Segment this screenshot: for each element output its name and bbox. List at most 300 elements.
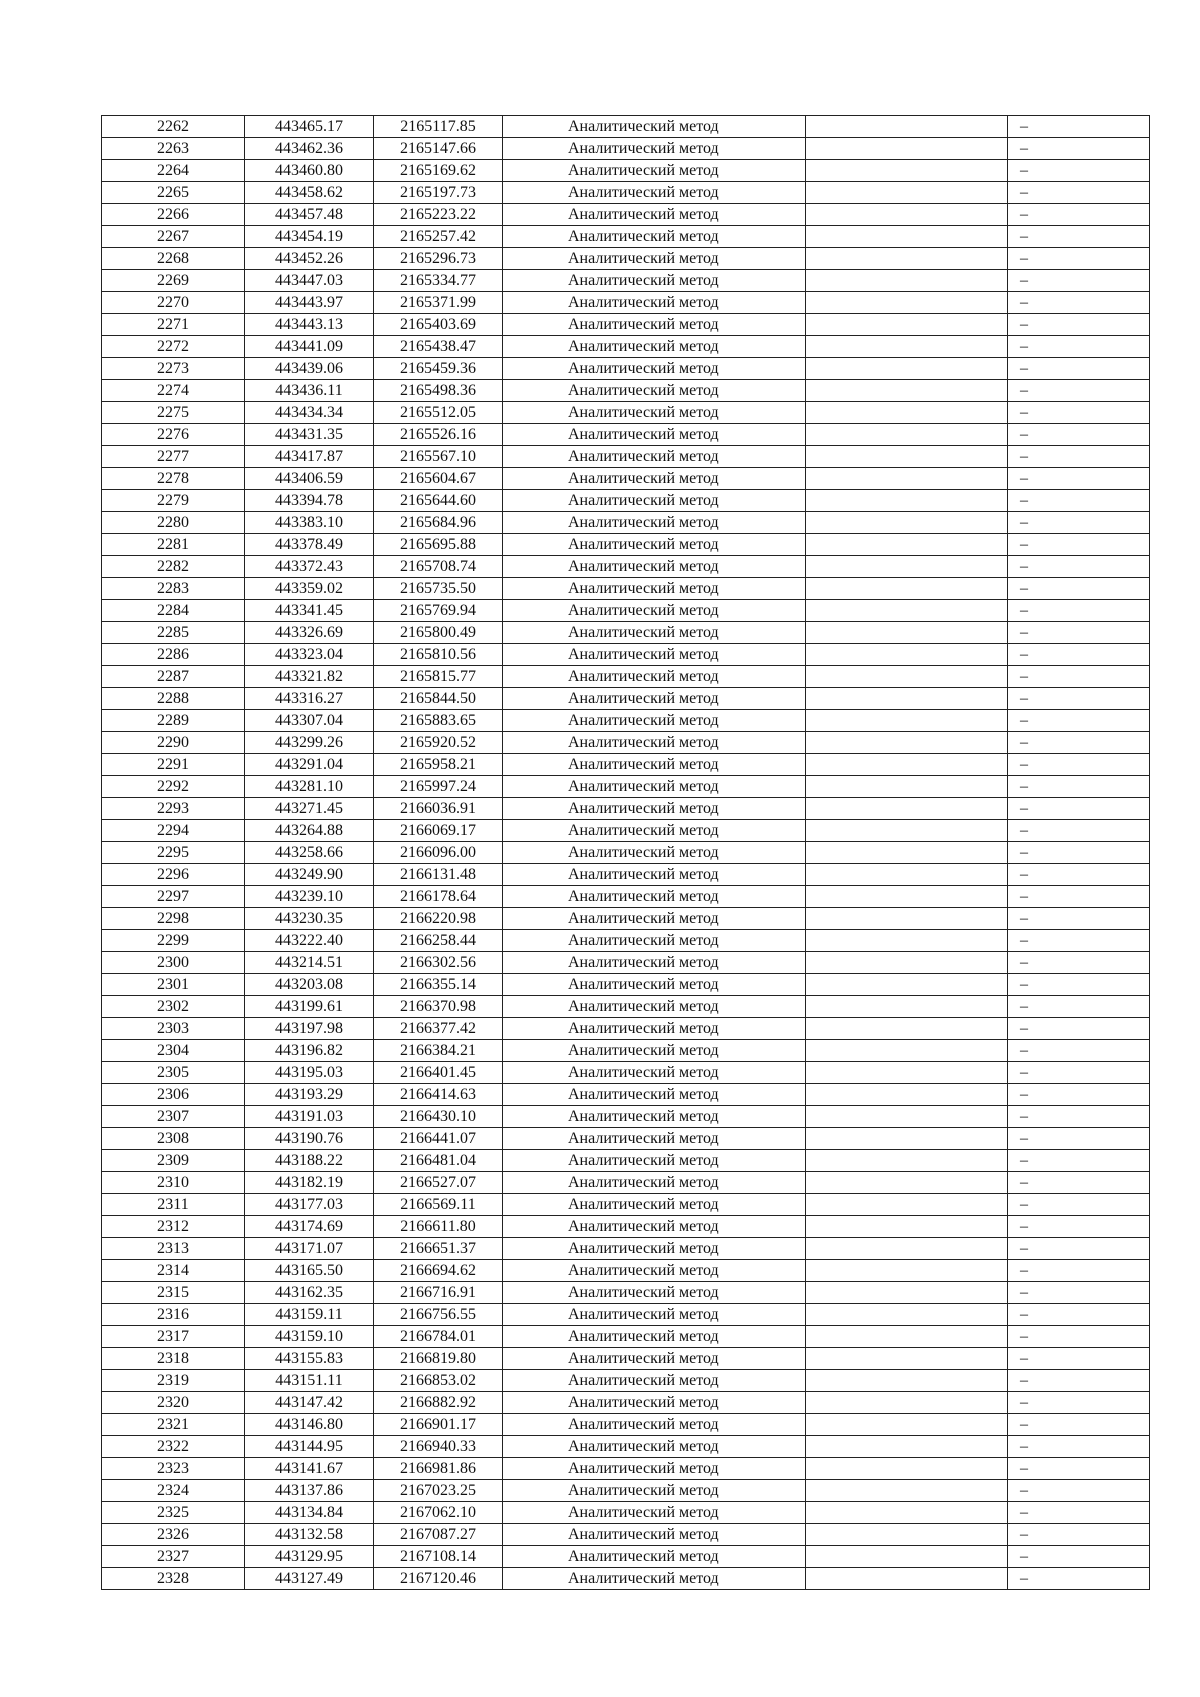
y-coordinate-cell: 2165567.10 [374, 446, 503, 468]
method-cell: Аналитический метод [503, 556, 806, 578]
method-cell: Аналитический метод [503, 1062, 806, 1084]
method-cell: Аналитический метод [503, 204, 806, 226]
y-coordinate-cell: 2165920.52 [374, 732, 503, 754]
y-coordinate-cell: 2165604.67 [374, 468, 503, 490]
table-row [102, 710, 1150, 732]
table-row [102, 1282, 1150, 1304]
description-cell: – [1008, 1370, 1150, 1392]
method-cell: Аналитический метод [503, 996, 806, 1018]
method-cell: Аналитический метод [503, 1282, 806, 1304]
description-cell: – [1008, 578, 1150, 600]
x-coordinate-cell: 443321.82 [245, 666, 374, 688]
x-coordinate-cell: 443378.49 [245, 534, 374, 556]
x-coordinate-cell: 443458.62 [245, 182, 374, 204]
y-coordinate-cell: 2165684.96 [374, 512, 503, 534]
accuracy-cell [806, 534, 1008, 556]
x-coordinate-cell: 443162.35 [245, 1282, 374, 1304]
description-cell: – [1008, 842, 1150, 864]
y-coordinate-cell: 2166651.37 [374, 1238, 503, 1260]
accuracy-cell [806, 226, 1008, 248]
description-cell: – [1008, 1502, 1150, 1524]
accuracy-cell [806, 292, 1008, 314]
accuracy-cell [806, 754, 1008, 776]
accuracy-cell [806, 798, 1008, 820]
method-cell: Аналитический метод [503, 1524, 806, 1546]
x-coordinate-cell: 443323.04 [245, 644, 374, 666]
accuracy-cell [806, 1282, 1008, 1304]
method-cell: Аналитический метод [503, 820, 806, 842]
description-cell: – [1008, 116, 1150, 138]
x-coordinate-cell: 443132.58 [245, 1524, 374, 1546]
accuracy-cell [806, 1436, 1008, 1458]
point-number-cell: 2306 [102, 1084, 245, 1106]
y-coordinate-cell: 2166882.92 [374, 1392, 503, 1414]
accuracy-cell [806, 270, 1008, 292]
point-number-cell: 2289 [102, 710, 245, 732]
y-coordinate-cell: 2166096.00 [374, 842, 503, 864]
table-row [102, 226, 1150, 248]
y-coordinate-cell: 2166430.10 [374, 1106, 503, 1128]
method-cell: Аналитический метод [503, 1436, 806, 1458]
description-cell: – [1008, 182, 1150, 204]
method-cell: Аналитический метод [503, 622, 806, 644]
x-coordinate-cell: 443147.42 [245, 1392, 374, 1414]
description-cell: – [1008, 490, 1150, 512]
table-row [102, 820, 1150, 842]
accuracy-cell [806, 336, 1008, 358]
method-cell: Аналитический метод [503, 798, 806, 820]
table-row [102, 1260, 1150, 1282]
y-coordinate-cell: 2166384.21 [374, 1040, 503, 1062]
method-cell: Аналитический метод [503, 270, 806, 292]
accuracy-cell [806, 886, 1008, 908]
table-row [102, 1040, 1150, 1062]
x-coordinate-cell: 443177.03 [245, 1194, 374, 1216]
method-cell: Аналитический метод [503, 1018, 806, 1040]
method-cell: Аналитический метод [503, 952, 806, 974]
method-cell: Аналитический метод [503, 402, 806, 424]
method-cell: Аналитический метод [503, 116, 806, 138]
y-coordinate-cell: 2165695.88 [374, 534, 503, 556]
description-cell: – [1008, 1216, 1150, 1238]
table-row [102, 908, 1150, 930]
table-row [102, 1568, 1150, 1590]
description-cell: – [1008, 402, 1150, 424]
point-number-cell: 2319 [102, 1370, 245, 1392]
x-coordinate-cell: 443137.86 [245, 1480, 374, 1502]
y-coordinate-cell: 2165644.60 [374, 490, 503, 512]
description-cell: – [1008, 1304, 1150, 1326]
table-row [102, 1194, 1150, 1216]
y-coordinate-cell: 2165958.21 [374, 754, 503, 776]
accuracy-cell [806, 908, 1008, 930]
y-coordinate-cell: 2165512.05 [374, 402, 503, 424]
method-cell: Аналитический метод [503, 754, 806, 776]
table-row [102, 1062, 1150, 1084]
description-cell: – [1008, 1326, 1150, 1348]
accuracy-cell [806, 974, 1008, 996]
accuracy-cell [806, 556, 1008, 578]
point-number-cell: 2310 [102, 1172, 245, 1194]
x-coordinate-cell: 443196.82 [245, 1040, 374, 1062]
table-row [102, 138, 1150, 160]
table-row [102, 600, 1150, 622]
x-coordinate-cell: 443460.80 [245, 160, 374, 182]
x-coordinate-cell: 443372.43 [245, 556, 374, 578]
x-coordinate-cell: 443316.27 [245, 688, 374, 710]
description-cell: – [1008, 248, 1150, 270]
method-cell: Аналитический метод [503, 644, 806, 666]
point-number-cell: 2309 [102, 1150, 245, 1172]
point-number-cell: 2291 [102, 754, 245, 776]
table-row [102, 1502, 1150, 1524]
description-cell: – [1008, 1106, 1150, 1128]
table-row [102, 1018, 1150, 1040]
y-coordinate-cell: 2166220.98 [374, 908, 503, 930]
y-coordinate-cell: 2166036.91 [374, 798, 503, 820]
y-coordinate-cell: 2166481.04 [374, 1150, 503, 1172]
x-coordinate-cell: 443436.11 [245, 380, 374, 402]
description-cell: – [1008, 380, 1150, 402]
table-row [102, 490, 1150, 512]
description-cell: – [1008, 1480, 1150, 1502]
y-coordinate-cell: 2166355.14 [374, 974, 503, 996]
accuracy-cell [806, 1458, 1008, 1480]
method-cell: Аналитический метод [503, 842, 806, 864]
x-coordinate-cell: 443431.35 [245, 424, 374, 446]
description-cell: – [1008, 754, 1150, 776]
accuracy-cell [806, 1546, 1008, 1568]
method-cell: Аналитический метод [503, 534, 806, 556]
point-number-cell: 2276 [102, 424, 245, 446]
accuracy-cell [806, 1040, 1008, 1062]
y-coordinate-cell: 2165735.50 [374, 578, 503, 600]
method-cell: Аналитический метод [503, 1150, 806, 1172]
accuracy-cell [806, 160, 1008, 182]
y-coordinate-cell: 2166131.48 [374, 864, 503, 886]
point-number-cell: 2324 [102, 1480, 245, 1502]
method-cell: Аналитический метод [503, 336, 806, 358]
method-cell: Аналитический метод [503, 1370, 806, 1392]
point-number-cell: 2301 [102, 974, 245, 996]
point-number-cell: 2315 [102, 1282, 245, 1304]
point-number-cell: 2293 [102, 798, 245, 820]
table-row [102, 1392, 1150, 1414]
method-cell: Аналитический метод [503, 1502, 806, 1524]
accuracy-cell [806, 1260, 1008, 1282]
point-number-cell: 2316 [102, 1304, 245, 1326]
point-number-cell: 2274 [102, 380, 245, 402]
method-cell: Аналитический метод [503, 732, 806, 754]
method-cell: Аналитический метод [503, 1392, 806, 1414]
method-cell: Аналитический метод [503, 1480, 806, 1502]
accuracy-cell [806, 622, 1008, 644]
table-row [102, 886, 1150, 908]
accuracy-cell [806, 1018, 1008, 1040]
y-coordinate-cell: 2165769.94 [374, 600, 503, 622]
table-row [102, 336, 1150, 358]
y-coordinate-cell: 2165815.77 [374, 666, 503, 688]
description-cell: – [1008, 1282, 1150, 1304]
table-row [102, 578, 1150, 600]
point-number-cell: 2271 [102, 314, 245, 336]
accuracy-cell [806, 358, 1008, 380]
y-coordinate-cell: 2167108.14 [374, 1546, 503, 1568]
method-cell: Аналитический метод [503, 1458, 806, 1480]
point-number-cell: 2297 [102, 886, 245, 908]
table-row [102, 182, 1150, 204]
point-number-cell: 2311 [102, 1194, 245, 1216]
y-coordinate-cell: 2165810.56 [374, 644, 503, 666]
accuracy-cell [806, 182, 1008, 204]
point-number-cell: 2287 [102, 666, 245, 688]
description-cell: – [1008, 534, 1150, 556]
x-coordinate-cell: 443197.98 [245, 1018, 374, 1040]
table-row [102, 732, 1150, 754]
method-cell: Аналитический метод [503, 578, 806, 600]
method-cell: Аналитический метод [503, 1172, 806, 1194]
point-number-cell: 2282 [102, 556, 245, 578]
accuracy-cell [806, 1348, 1008, 1370]
x-coordinate-cell: 443394.78 [245, 490, 374, 512]
y-coordinate-cell: 2165296.73 [374, 248, 503, 270]
y-coordinate-cell: 2166756.55 [374, 1304, 503, 1326]
point-number-cell: 2262 [102, 116, 245, 138]
description-cell: – [1008, 160, 1150, 182]
point-number-cell: 2281 [102, 534, 245, 556]
table-row [102, 1326, 1150, 1348]
x-coordinate-cell: 443291.04 [245, 754, 374, 776]
x-coordinate-cell: 443341.45 [245, 600, 374, 622]
y-coordinate-cell: 2166377.42 [374, 1018, 503, 1040]
y-coordinate-cell: 2166940.33 [374, 1436, 503, 1458]
description-cell: – [1008, 930, 1150, 952]
y-coordinate-cell: 2166302.56 [374, 952, 503, 974]
description-cell: – [1008, 226, 1150, 248]
x-coordinate-cell: 443195.03 [245, 1062, 374, 1084]
point-number-cell: 2323 [102, 1458, 245, 1480]
accuracy-cell [806, 138, 1008, 160]
point-number-cell: 2298 [102, 908, 245, 930]
x-coordinate-cell: 443264.88 [245, 820, 374, 842]
x-coordinate-cell: 443239.10 [245, 886, 374, 908]
accuracy-cell [806, 248, 1008, 270]
method-cell: Аналитический метод [503, 666, 806, 688]
method-cell: Аналитический метод [503, 974, 806, 996]
x-coordinate-cell: 443230.35 [245, 908, 374, 930]
description-cell: – [1008, 710, 1150, 732]
table-row [102, 1370, 1150, 1392]
x-coordinate-cell: 443281.10 [245, 776, 374, 798]
x-coordinate-cell: 443222.40 [245, 930, 374, 952]
y-coordinate-cell: 2166853.02 [374, 1370, 503, 1392]
method-cell: Аналитический метод [503, 1260, 806, 1282]
point-number-cell: 2290 [102, 732, 245, 754]
accuracy-cell [806, 776, 1008, 798]
x-coordinate-cell: 443443.13 [245, 314, 374, 336]
y-coordinate-cell: 2165334.77 [374, 270, 503, 292]
description-cell: – [1008, 358, 1150, 380]
description-cell: – [1008, 974, 1150, 996]
description-cell: – [1008, 776, 1150, 798]
description-cell: – [1008, 1194, 1150, 1216]
description-cell: – [1008, 292, 1150, 314]
y-coordinate-cell: 2166441.07 [374, 1128, 503, 1150]
table-row [102, 534, 1150, 556]
table-row [102, 512, 1150, 534]
y-coordinate-cell: 2165708.74 [374, 556, 503, 578]
table-row [102, 798, 1150, 820]
description-cell: – [1008, 1568, 1150, 1590]
y-coordinate-cell: 2166178.64 [374, 886, 503, 908]
description-cell: – [1008, 1546, 1150, 1568]
point-number-cell: 2266 [102, 204, 245, 226]
accuracy-cell [806, 666, 1008, 688]
accuracy-cell [806, 1370, 1008, 1392]
y-coordinate-cell: 2167062.10 [374, 1502, 503, 1524]
table-row [102, 204, 1150, 226]
accuracy-cell [806, 314, 1008, 336]
accuracy-cell [806, 468, 1008, 490]
x-coordinate-cell: 443454.19 [245, 226, 374, 248]
y-coordinate-cell: 2166414.63 [374, 1084, 503, 1106]
accuracy-cell [806, 512, 1008, 534]
table-row [102, 556, 1150, 578]
table-row [102, 1348, 1150, 1370]
table-row [102, 1106, 1150, 1128]
table-row [102, 864, 1150, 886]
point-number-cell: 2264 [102, 160, 245, 182]
point-number-cell: 2265 [102, 182, 245, 204]
point-number-cell: 2318 [102, 1348, 245, 1370]
point-number-cell: 2269 [102, 270, 245, 292]
y-coordinate-cell: 2165371.99 [374, 292, 503, 314]
description-cell: – [1008, 644, 1150, 666]
x-coordinate-cell: 443441.09 [245, 336, 374, 358]
method-cell: Аналитический метод [503, 864, 806, 886]
description-cell: – [1008, 1084, 1150, 1106]
description-cell: – [1008, 820, 1150, 842]
description-cell: – [1008, 666, 1150, 688]
table-row [102, 952, 1150, 974]
x-coordinate-cell: 443171.07 [245, 1238, 374, 1260]
y-coordinate-cell: 2166401.45 [374, 1062, 503, 1084]
description-cell: – [1008, 314, 1150, 336]
method-cell: Аналитический метод [503, 1194, 806, 1216]
description-cell: – [1008, 1128, 1150, 1150]
y-coordinate-cell: 2167087.27 [374, 1524, 503, 1546]
method-cell: Аналитический метод [503, 138, 806, 160]
table-row [102, 270, 1150, 292]
point-number-cell: 2273 [102, 358, 245, 380]
point-number-cell: 2302 [102, 996, 245, 1018]
point-number-cell: 2314 [102, 1260, 245, 1282]
x-coordinate-cell: 443299.26 [245, 732, 374, 754]
table-row [102, 666, 1150, 688]
method-cell: Аналитический метод [503, 1348, 806, 1370]
y-coordinate-cell: 2166258.44 [374, 930, 503, 952]
point-number-cell: 2294 [102, 820, 245, 842]
point-number-cell: 2308 [102, 1128, 245, 1150]
x-coordinate-cell: 443151.11 [245, 1370, 374, 1392]
x-coordinate-cell: 443144.95 [245, 1436, 374, 1458]
method-cell: Аналитический метод [503, 358, 806, 380]
x-coordinate-cell: 443457.48 [245, 204, 374, 226]
description-cell: – [1008, 1150, 1150, 1172]
x-coordinate-cell: 443191.03 [245, 1106, 374, 1128]
table-row [102, 1546, 1150, 1568]
point-number-cell: 2286 [102, 644, 245, 666]
method-cell: Аналитический метод [503, 1414, 806, 1436]
x-coordinate-cell: 443165.50 [245, 1260, 374, 1282]
table-row [102, 1216, 1150, 1238]
y-coordinate-cell: 2165459.36 [374, 358, 503, 380]
method-cell: Аналитический метод [503, 600, 806, 622]
table-row [102, 1414, 1150, 1436]
point-number-cell: 2292 [102, 776, 245, 798]
point-number-cell: 2296 [102, 864, 245, 886]
y-coordinate-cell: 2165883.65 [374, 710, 503, 732]
point-number-cell: 2278 [102, 468, 245, 490]
x-coordinate-cell: 443155.83 [245, 1348, 374, 1370]
method-cell: Аналитический метод [503, 776, 806, 798]
accuracy-cell [806, 1084, 1008, 1106]
y-coordinate-cell: 2165498.36 [374, 380, 503, 402]
y-coordinate-cell: 2166716.91 [374, 1282, 503, 1304]
accuracy-cell [806, 1238, 1008, 1260]
y-coordinate-cell: 2165997.24 [374, 776, 503, 798]
y-coordinate-cell: 2165844.50 [374, 688, 503, 710]
accuracy-cell [806, 1414, 1008, 1436]
x-coordinate-cell: 443146.80 [245, 1414, 374, 1436]
description-cell: – [1008, 600, 1150, 622]
x-coordinate-cell: 443249.90 [245, 864, 374, 886]
method-cell: Аналитический метод [503, 1106, 806, 1128]
x-coordinate-cell: 443383.10 [245, 512, 374, 534]
table-row [102, 468, 1150, 490]
method-cell: Аналитический метод [503, 380, 806, 402]
description-cell: – [1008, 1018, 1150, 1040]
table-row [102, 446, 1150, 468]
accuracy-cell [806, 930, 1008, 952]
x-coordinate-cell: 443193.29 [245, 1084, 374, 1106]
y-coordinate-cell: 2166069.17 [374, 820, 503, 842]
method-cell: Аналитический метод [503, 1040, 806, 1062]
x-coordinate-cell: 443214.51 [245, 952, 374, 974]
accuracy-cell [806, 1062, 1008, 1084]
y-coordinate-cell: 2166694.62 [374, 1260, 503, 1282]
point-number-cell: 2317 [102, 1326, 245, 1348]
table-row [102, 644, 1150, 666]
table-row [102, 358, 1150, 380]
description-cell: – [1008, 1348, 1150, 1370]
point-number-cell: 2303 [102, 1018, 245, 1040]
point-number-cell: 2284 [102, 600, 245, 622]
description-cell: – [1008, 138, 1150, 160]
y-coordinate-cell: 2166784.01 [374, 1326, 503, 1348]
accuracy-cell [806, 1524, 1008, 1546]
x-coordinate-cell: 443359.02 [245, 578, 374, 600]
description-cell: – [1008, 996, 1150, 1018]
accuracy-cell [806, 732, 1008, 754]
description-cell: – [1008, 1436, 1150, 1458]
table-row [102, 160, 1150, 182]
method-cell: Аналитический метод [503, 160, 806, 182]
description-cell: – [1008, 270, 1150, 292]
y-coordinate-cell: 2166527.07 [374, 1172, 503, 1194]
x-coordinate-cell: 443129.95 [245, 1546, 374, 1568]
description-cell: – [1008, 336, 1150, 358]
